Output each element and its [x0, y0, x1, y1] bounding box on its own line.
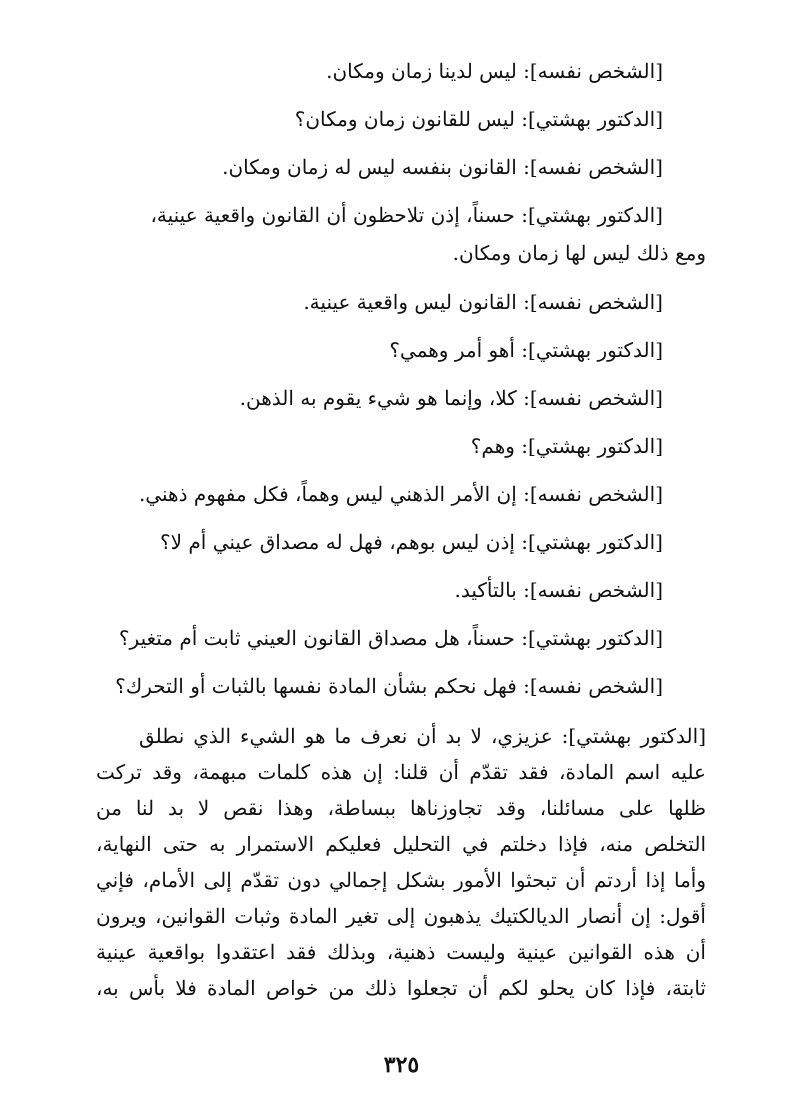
dialogue-line: [الدكتور بهشتي]: أهو أمر وهمي؟: [389, 338, 663, 362]
page-number: ٣٢٥: [383, 1052, 420, 1078]
dialogue-line: [الشخص نفسه]: ليس لدينا زمان ومكان.: [326, 59, 663, 83]
dialogue-line: [الشخص نفسه]: إن الأمر الذهني ليس وهماً، فكل مفهوم ذهني.: [138, 482, 663, 506]
dialogue-line: [الدكتور بهشتي]: حسناً، إذن تلاحظون أن القانون واقعية عينية،: [150, 203, 663, 227]
dialogue-line-continuation: ومع ذلك ليس لها زمان ومكان.: [452, 241, 706, 265]
dialogue-line: [الشخص نفسه]: فهل نحكم بشأن المادة نفسها بالثبات أو التحرك؟: [115, 674, 663, 698]
dialogue-line: [الشخص نفسه]: القانون بنفسه ليس له زمان ومكان.: [222, 155, 663, 179]
dialogue-line: [الدكتور بهشتي]: إذن ليس بوهم، فهل له مصداق عيني أم لا؟: [160, 530, 663, 554]
paragraph-line: التخلص منه، فإذا دخلتم في التحليل فعليكم الاستمرار به حتى النهاية،: [96, 832, 706, 856]
paragraph-line: أقول: إن أنصار الديالكتيك يذهبون إلى تغير المادة وثبات القوانين، ويرون: [96, 904, 706, 928]
paragraph-line: وأما إذا أردتم أن تبحثوا الأمور بشكل إجمالي دون تقدّم إلى الأمام، فإني: [96, 868, 706, 892]
dialogue-line: [الدكتور بهشتي]: وهم؟: [470, 434, 663, 458]
paragraph-line: [الدكتور بهشتي]: عزيزي، لا بد أن نعرف ما هو الشيء الذي نطلق: [139, 724, 706, 748]
dialogue-line: [الشخص نفسه]: بالتأكيد.: [454, 578, 663, 602]
paragraph-line: عليه اسم المادة، فقد تقدّم أن قلنا: إن هذه كلمات مبهمة، وقد تركت: [96, 760, 706, 784]
dialogue-line: [الشخص نفسه]: القانون ليس واقعية عينية.: [303, 290, 663, 314]
paragraph-line: ظلها على مسائلنا، وقد تجاوزناها ببساطة، وهذا نقص لا بد لنا من: [96, 796, 706, 820]
dialogue-line: [الدكتور بهشتي]: حسناً، هل مصداق القانون العيني ثابت أم متغير؟: [118, 626, 663, 650]
dialogue-line: [الدكتور بهشتي]: ليس للقانون زمان ومكان؟: [294, 107, 663, 131]
paragraph-line: ثابتة، فإذا كان يحلو لكم أن تجعلوا ذلك من خواص المادة فلا بأس به،: [96, 976, 706, 1000]
dialogue-line: [الشخص نفسه]: كلا، وإنما هو شيء يقوم به الذهن.: [239, 386, 663, 410]
paragraph-line: أن هذه القوانين عينية وليست ذهنية، وبذلك فقد اعتقدوا بواقعية عينية: [96, 940, 706, 964]
